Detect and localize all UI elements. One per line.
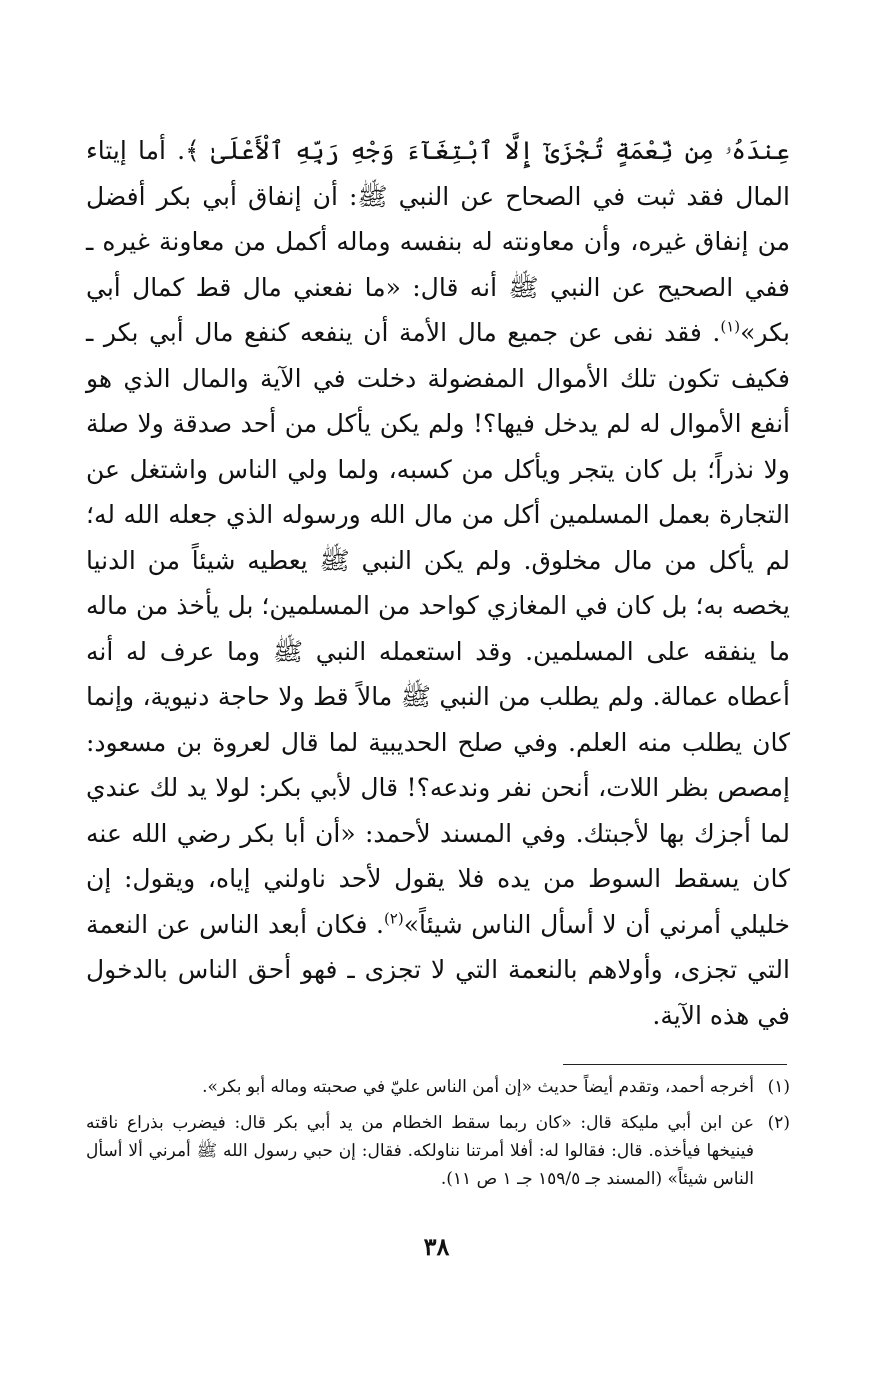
footnote-ref-2[interactable]: (٢) bbox=[383, 909, 404, 928]
footnote-text: عن ابن أبي مليكة قال: «كان ربما سقط الخطام من يد أبي بكر قال: فيضرب بذراع ناقته فينيخها فيأخذه. قال: فقالوا له: أفلا أمرتنا نناولكه. فقال: إن حبي رسول الله ﷺ أمرني ألا أسأل الناس شيئاً» (المسند جـ ١٥٩/٥ جـ ١ ص ١١). bbox=[86, 1113, 754, 1189]
body-text-part-3: . فكان أبعد الناس عن النعمة التي تجزى، وأولاهم بالنعمة التي لا تجزى ـ فهو أحق الناس بالدخول في هذه الآية. bbox=[86, 909, 791, 1030]
footnote-text: أخرجه أحمد، وتقدم أيضاً حديث «إن أمن الناس عليّ في صحبته وماله أبو بكر». bbox=[202, 1077, 754, 1097]
body-paragraph bbox=[86, 128, 790, 1038]
body-text-part-2: . فقد نفى عن جميع مال الأمة أن ينفعه كنفع مال أبي بكر ـ فكيف تكون تلك الأموال المفضولة دخلت في الآية والمال الذي هو أنفع الأموال له لم يدخل فيها؟! ولم يكن يأكل من أحد صدقة ولا صلة ولا نذراً؛ بل كان يتجر ويأكل من كسبه، ولما ولي الناس واشتغل عن التجارة بعمل المسلمين أكل من مال الله ورسوله الذي جعله الله له؛ لم يأكل من مال مخلوق. ولم يكن النبي ﷺ يعطيه شيئاً من الدنيا يخصه به؛ بل كان في المغازي كواحد من المسلمين؛ بل يأخذ من ماله ما ينفقه على المسلمين. وقد استعمله النبي ﷺ وما عرف له أنه أعطاه عمالة. ولم يطلب من النبي ﷺ مالاً قط ولا حاجة دنيوية، وإنما كان يطلب منه العلم. وفي صلح الحديبية لما قال لعروة بن مسعود: إمصص بظر اللات، أنحن نفر وندعه؟! قال لأبي بكر: لولا يد لك عندي لما أجزك بها لأجبتك. وفي المسند لأحمد: «أن أبا بكر رضي الله عنه كان يسقط السوط من يده فلا يقول لأحد ناولني إياه، ويقول: إن خليلي أمرني أن لا أسأل الناس شيئاً» bbox=[86, 318, 791, 939]
quran-verse bbox=[185, 136, 790, 165]
body-text-part-1: . أما إيتاء المال فقد ثبت في الصحاح عن النبي ﷺ: أن إنفاق أبي بكر أفضل من إنفاق غيره، وأن معاونته له بنفسه وماله أكمل من معاونة غيره ـ ففي الصحيح عن النبي ﷺ أنه قال: «ما نفعني مال قط كمال أبي بكر» bbox=[86, 136, 790, 347]
footnote-number: (١) bbox=[767, 1077, 790, 1097]
quran-verse-text: عِندَهُۥ مِن نِّعْمَةٍ تُجْزَىٰٓ إِلَّا ٱبْتِغَآءَ وَجْهِ رَبِّهِ ٱلْأَعْلَىٰ bbox=[210, 136, 790, 165]
footnote-1 bbox=[86, 1073, 790, 1101]
page-number: ٣٨ bbox=[423, 1232, 450, 1261]
footnote-separator bbox=[563, 1064, 787, 1065]
footnote-2 bbox=[86, 1109, 790, 1193]
quran-close-bracket: ﴾ bbox=[185, 136, 200, 165]
footnotes-section bbox=[86, 1073, 790, 1201]
footnote-ref-1[interactable]: (١) bbox=[720, 317, 741, 336]
footnote-number: (٢) bbox=[767, 1113, 790, 1133]
main-text-block bbox=[86, 128, 790, 1038]
